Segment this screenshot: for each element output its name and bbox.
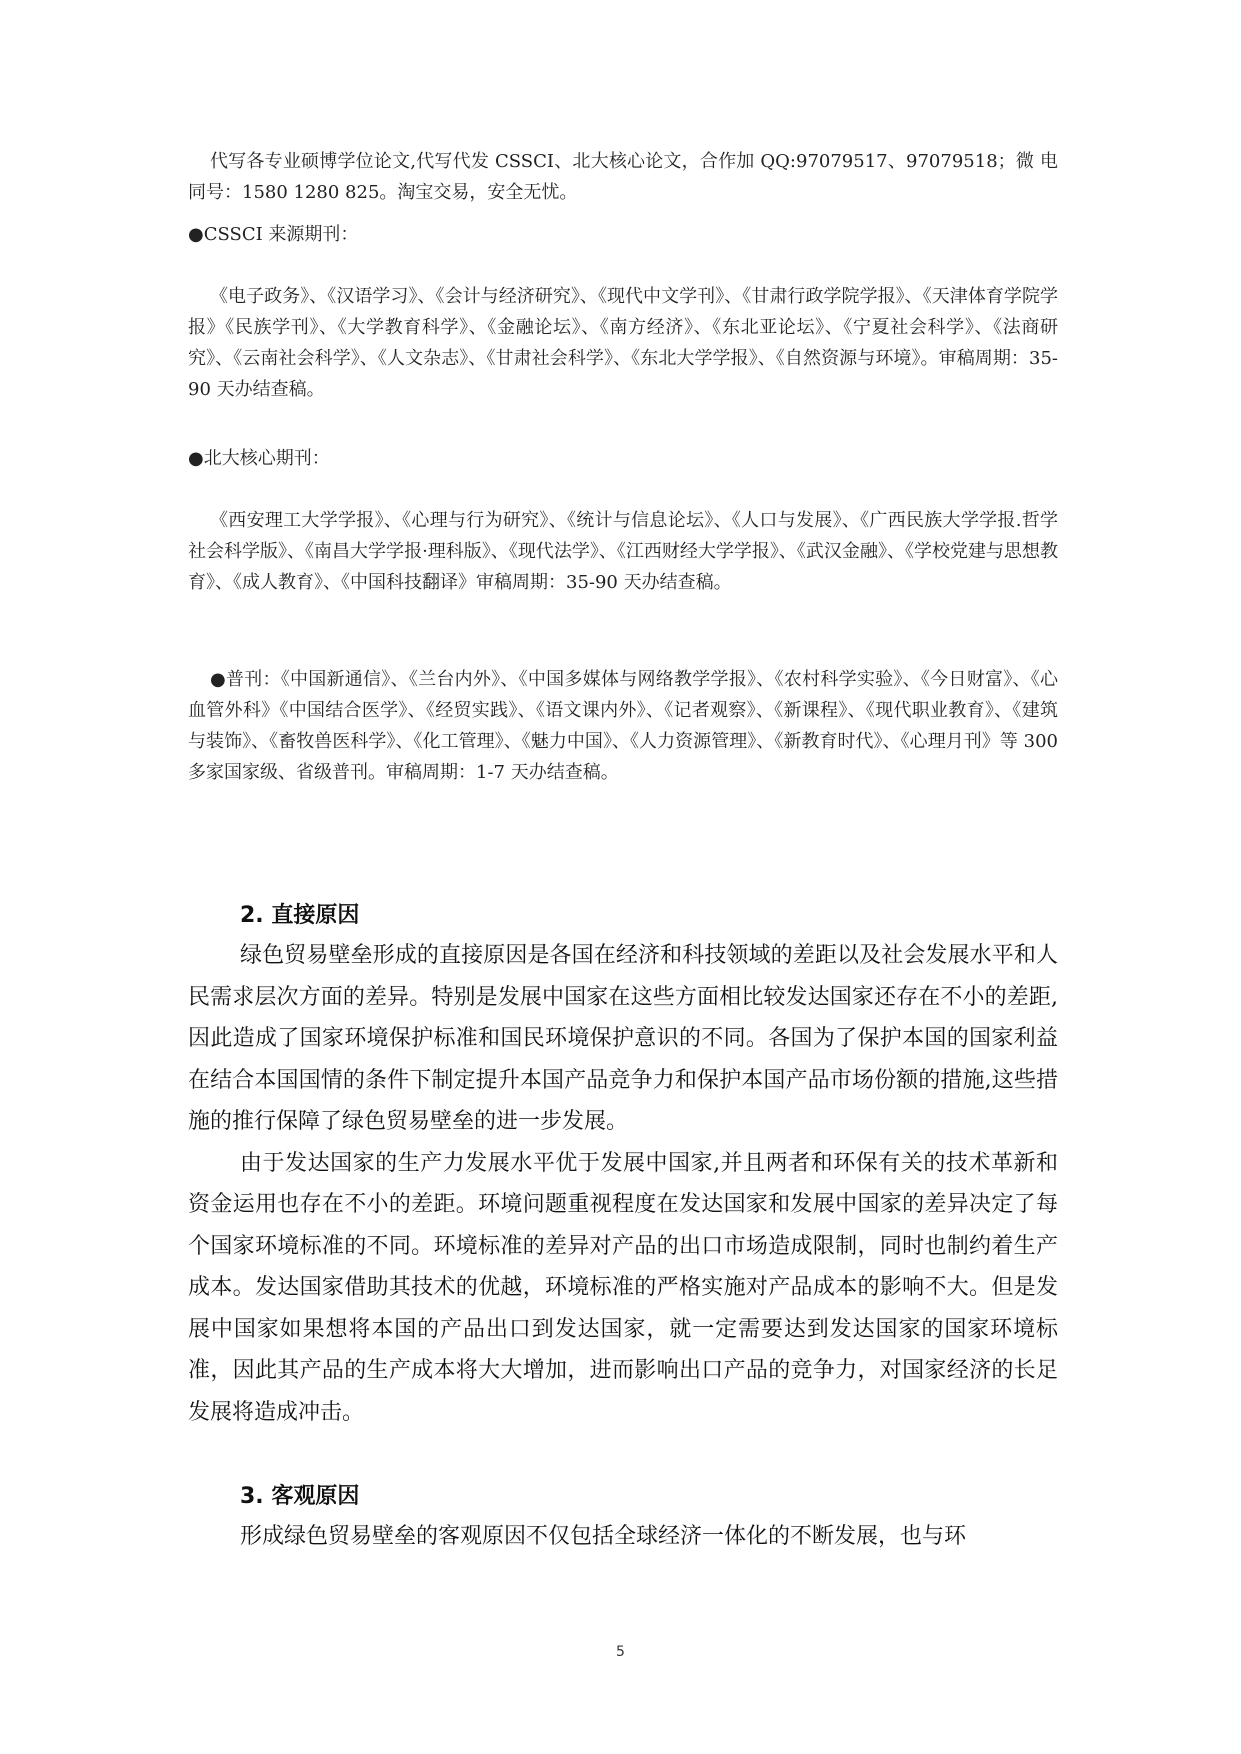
paragraph: 绿色贸易壁垒形成的直接原因是各国在经济和科技领域的差距以及社会发展水平和人民需求层次方面的差异。特别是发展中国家在这些方面相比较发达国家还存在不小的差距,因此造成了国家环境保护标准和国民环境保护意识的不同。各国为了保护本国的国家利益在结合本国国情的条件下制定提升本国产品竞争力和保护本国产品市场份额的措施,这些措施的推行保障了绿色贸易壁垒的进一步发展。 (188, 943, 1058, 1134)
paragraph: 形成绿色贸易壁垒的客观原因不仅包括全球经济一体化的不断发展，也与环 (240, 1524, 967, 1549)
ad-intro-block (188, 146, 1058, 208)
paragraph: 由于发达国家的生产力发展水平优于发展中国家,并且两者和环保有关的技术革新和资金运用也存在不小的差距。环境问题重视程度在发达国家和发展中国家的差异决定了每个国家环境标准的不同。环境标准的差异对产品的出口市场造成限制，同时也制约着生产成本。发达国家借助其技术的优越，环境标准的严格实施对产品成本的影响不大。但是发展中国家如果想将本国的产品出口到发达国家，就一定需要达到发达国家的国家环境标准，因此其产品的生产成本将大大增加，进而影响出口产品的竞争力，对国家经济的长足发展将造成冲击。 (188, 1150, 1058, 1425)
cssci-list-block (188, 281, 1058, 405)
cssci-journal-list: 《电子政务》、《汉语学习》、《会计与经济研究》、《现代中文学刊》、《甘肃行政学院学报》、《天津体育学院学报》《民族学刊》、《大学教育科学》、《金融论坛》、《南方经济》、《东北亚论坛》、《宁夏社会科学》、《法商研究》、《云南社会科学》、《人文杂志》、《甘肃社会科学》、《东北大学学报》、《自然资源与环境》。审稿周期：35-90 天办结查稿。 (188, 286, 1058, 400)
general-list-block (188, 664, 1058, 788)
pku-heading-block (188, 443, 1058, 474)
section-body-objective-causes (188, 1516, 1058, 1558)
pku-journal-list: 《西安理工大学学报》、《心理与行为研究》、《统计与信息论坛》、《人口与发展》、《广西民族大学学报.哲学社会科学版》、《南昌大学学报·理科版》、《现代法学》、《江西财经大学学报》、《武汉金融》、《学校党建与思想教育》、《成人教育》、《中国科技翻译》审稿周期：35-90 天办结查稿。 (188, 510, 1058, 593)
cssci-heading-block (188, 219, 1058, 250)
section-heading-objective-causes: 3. 客观原因 (240, 1484, 360, 1509)
ad-intro-text: 代写各专业硕博学位论文,代写代发 CSSCI、北大核心论文，合作加 QQ:97079517、97079518；微 电同号：1580 1280 825。淘宝交易，安全无忧。 (188, 151, 1058, 203)
section-body-direct-causes (188, 935, 1058, 1433)
page-number: 5 (616, 1644, 625, 1660)
section-heading-direct-causes: 2. 直接原因 (240, 903, 360, 928)
pku-heading: ●北大核心期刊： (188, 448, 330, 469)
cssci-heading: ●CSSCI 来源期刊： (188, 224, 359, 245)
general-journal-list: ●普刊：《中国新通信》、《兰台内外》、《中国多媒体与网络教学学报》、《农村科学实验》、《今日财富》、《心血管外科》《中国结合医学》、《经贸实践》、《语文课内外》、《记者观察》、《新课程》、《现代职业教育》、《建筑与装饰》、《畜牧兽医科学》、《化工管理》、《魅力中国》、《人力资源管理》、《新教育时代》、《心理月刊》等 300 多家国家级、省级普刊。审稿周期：1-7 天办结查稿。 (188, 669, 1058, 783)
pku-list-block (188, 505, 1058, 598)
